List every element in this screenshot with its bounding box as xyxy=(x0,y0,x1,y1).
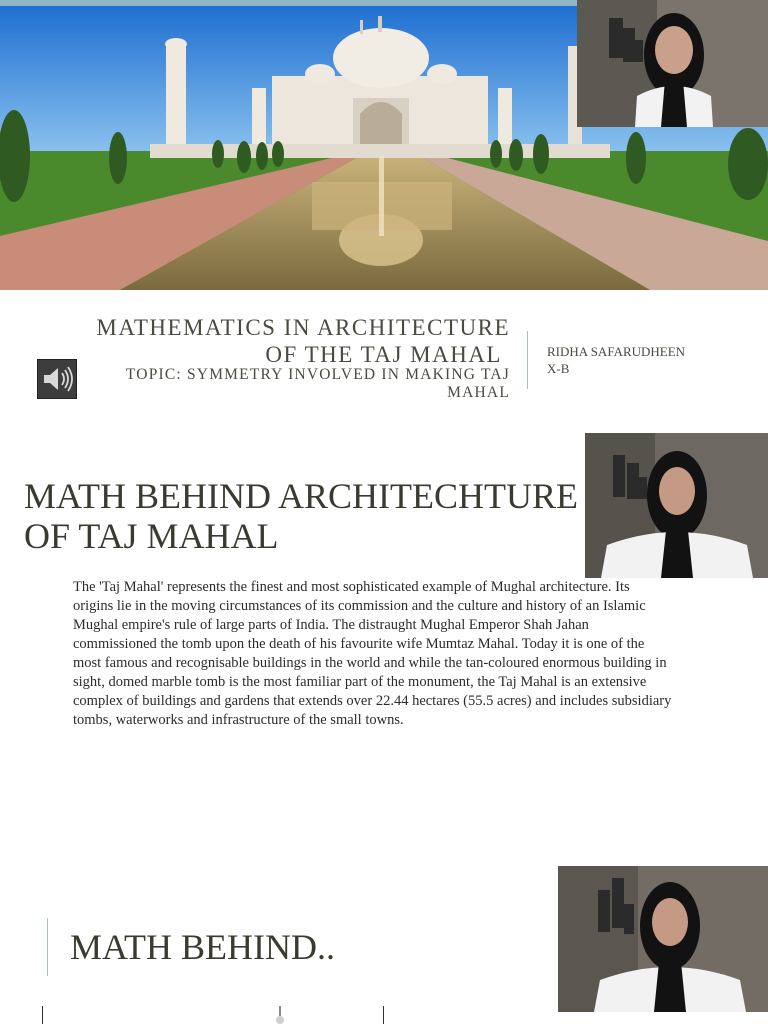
slide1-subtitle-line2: MAHAL xyxy=(447,384,510,401)
slide2-title-line2: OF TAJ MAHAL xyxy=(24,516,279,556)
slide1-subtitle xyxy=(78,366,510,402)
webcam-video-2 xyxy=(585,433,768,578)
slide1-author xyxy=(547,343,685,377)
slide3-frame-right xyxy=(383,1006,384,1024)
slide1-title xyxy=(20,314,510,368)
taj-spire-image xyxy=(275,1006,285,1024)
slide3-accent-bar xyxy=(47,918,48,976)
slide3-frame-left xyxy=(42,1006,43,1024)
slide1-divider xyxy=(527,331,528,389)
slide2-title-line1: MATH BEHIND ARCHITECHTURE xyxy=(24,476,578,516)
slide1-subtitle-line1: TOPIC: SYMMETRY INVOLVED IN MAKING TAJ xyxy=(125,366,510,383)
author-name: RIDHA SAFARUDHEEN xyxy=(547,344,686,359)
speaker-icon[interactable] xyxy=(37,359,77,399)
slide2-title xyxy=(24,476,604,556)
webcam-video-3 xyxy=(558,866,768,1012)
webcam-video-1 xyxy=(577,0,768,127)
slide2-body-text: The 'Taj Mahal' represents the finest and most sophisticated example of Mughal architecture. Its origins lie in the moving circumstances of its commission and the culture and history of an Islamic Mughal empire's rule of large parts of India. The distraught Mughal Emperor Shah Jahan commissioned the tomb upon the death of his favourite wife Mumtaz Mahal. Today it is one of the most famous and recognisable buildings in the world and while the tan-coloured enormous building in sight, domed marble tomb is the most familiar part of the monument, the Taj Mahal is an extensive complex of buildings and gardens that extends over 22.44 hectares (55.5 acres) and includes subsidiary tombs, waterworks and infrastructure of the small towns. xyxy=(73,579,672,728)
slide1-title-line1: MATHEMATICS IN ARCHITECTURE xyxy=(96,315,510,340)
slide1-title-line2: OF THE TAJ MAHAL xyxy=(265,342,502,367)
slide3-title: MATH BEHIND.. xyxy=(70,927,335,967)
author-class: X-B xyxy=(547,361,570,376)
